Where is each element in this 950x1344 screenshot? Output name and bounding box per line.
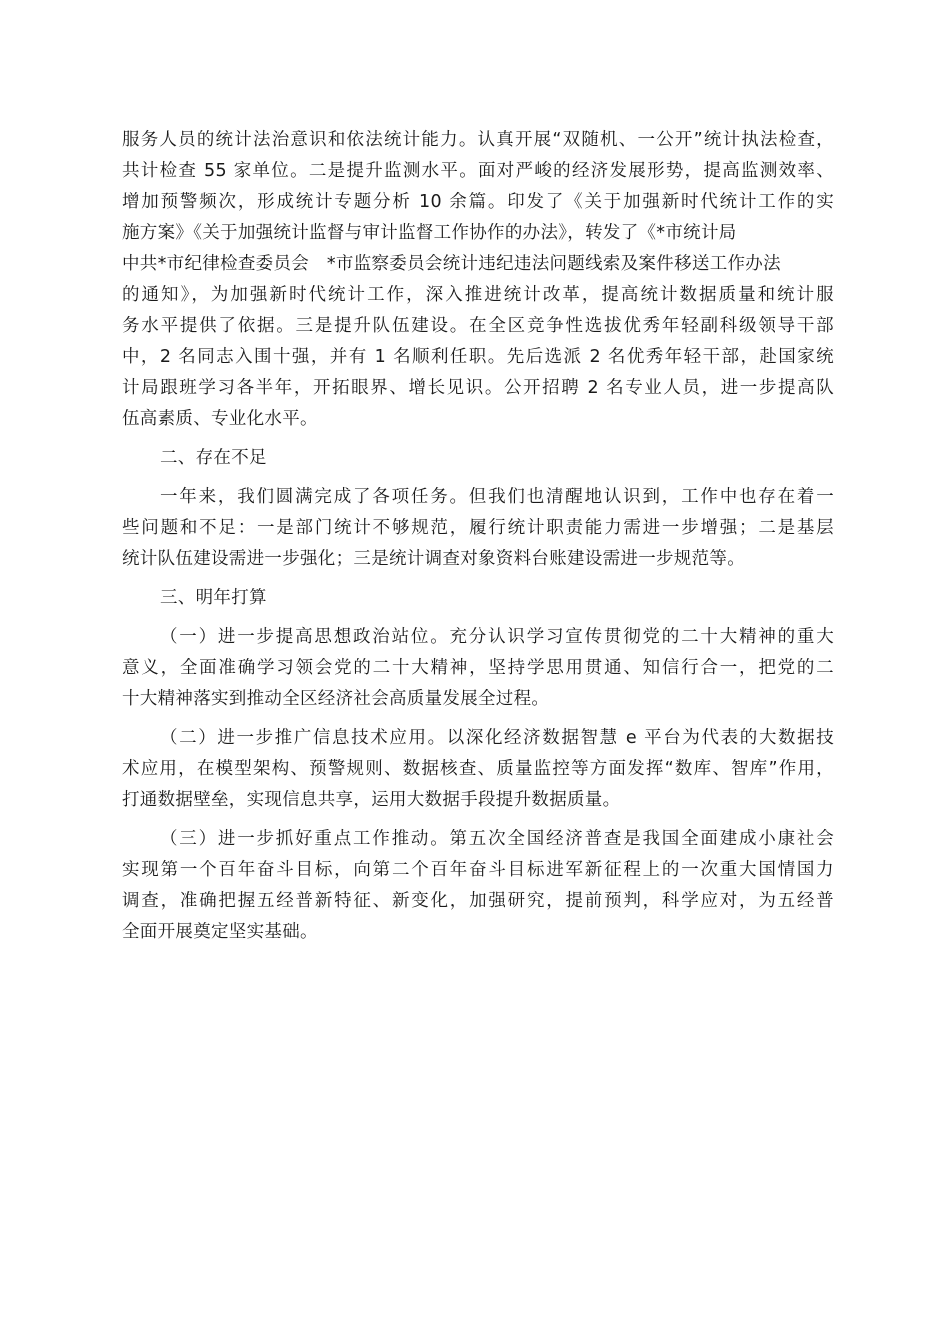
text-line: 计局跟班学习各半年，开拓眼界、增长见识。公开招聘 2 名专业人员，进一步提高队 [122, 378, 834, 398]
section-heading-shortcomings: 二、存在不足 [160, 448, 267, 468]
text-line: 十大精神落实到推动全区经济社会高质量发展全过程。 [122, 689, 550, 709]
text-line: 意义，全面准确学习领会党的二十大精神，坚持学思用贯通、知信行合一，把党的二 [122, 658, 834, 678]
text-line: 中共*市纪律检查委员会 *市监察委员会统计违纪违法问题线索及案件移送工作办法 [122, 254, 781, 274]
text-line: 务水平提供了依据。三是提升队伍建设。在全区竞争性选拔优秀年轻副科级领导干部 [122, 316, 834, 336]
paragraph-shortcomings [122, 482, 834, 575]
text-line: 施方案》《关于加强统计监督与审计监督工作协作的办法》，转发了《*市统计局 [122, 223, 737, 243]
text-line: 一年来，我们圆满完成了各项任务。但我们也清醒地认识到，工作中也存在着一 [160, 487, 834, 507]
text-line: 些问题和不足：一是部门统计不够规范，履行统计职责能力需进一步增强；二是基层 [122, 518, 834, 538]
text-line: 共计检查 55 家单位。二是提升监测水平。面对严峻的经济发展形势，提高监测效率、 [122, 161, 834, 181]
section-heading-next-year-plan: 三、明年打算 [160, 588, 267, 608]
text-line: 中，2 名同志入围十强，并有 1 名顺利任职。先后选派 2 名优秀年轻干部，赴国家统 [122, 347, 834, 367]
text-line: 服务人员的统计法治意识和依法统计能力。认真开展“双随机、一公开”统计执法检查， [122, 130, 834, 150]
document-body [122, 125, 834, 956]
text-line: （一）进一步提高思想政治站位。充分认识学习宣传贯彻党的二十大精神的重大 [160, 627, 834, 647]
text-line: 实现第一个百年奋斗目标，向第二个百年奋斗目标进军新征程上的一次重大国情国力 [122, 860, 834, 880]
paragraph-plan-item-3 [122, 824, 834, 948]
text-line: 全面开展奠定坚实基础。 [122, 922, 318, 942]
text-line: 术应用，在模型架构、预警规则、数据核查、质量监控等方面发挥“数库、智库”作用， [122, 759, 834, 779]
paragraph-plan-item-1 [122, 622, 834, 715]
text-line: 增加预警频次，形成统计专题分析 10 余篇。印发了《关于加强新时代统计工作的实 [122, 192, 834, 212]
paragraph-achievements [122, 125, 834, 435]
text-line: 调查，准确把握五经普新特征、新变化，加强研究，提前预判，科学应对，为五经普 [122, 891, 834, 911]
text-line: （三）进一步抓好重点工作推动。第五次全国经济普查是我国全面建成小康社会 [160, 829, 834, 849]
text-line: 的通知》，为加强新时代统计工作，深入推进统计改革，提高统计数据质量和统计服 [122, 285, 834, 305]
paragraph-plan-item-2 [122, 723, 834, 816]
text-line: 打通数据壁垒，实现信息共享，运用大数据手段提升数据质量。 [122, 790, 621, 810]
text-line: 统计队伍建设需进一步强化；三是统计调查对象资料台账建设需进一步规范等。 [122, 549, 745, 569]
text-line: 伍高素质、专业化水平。 [122, 409, 318, 429]
text-line: （二）进一步推广信息技术应用。以深化经济数据智慧 e 平台为代表的大数据技 [160, 728, 834, 748]
